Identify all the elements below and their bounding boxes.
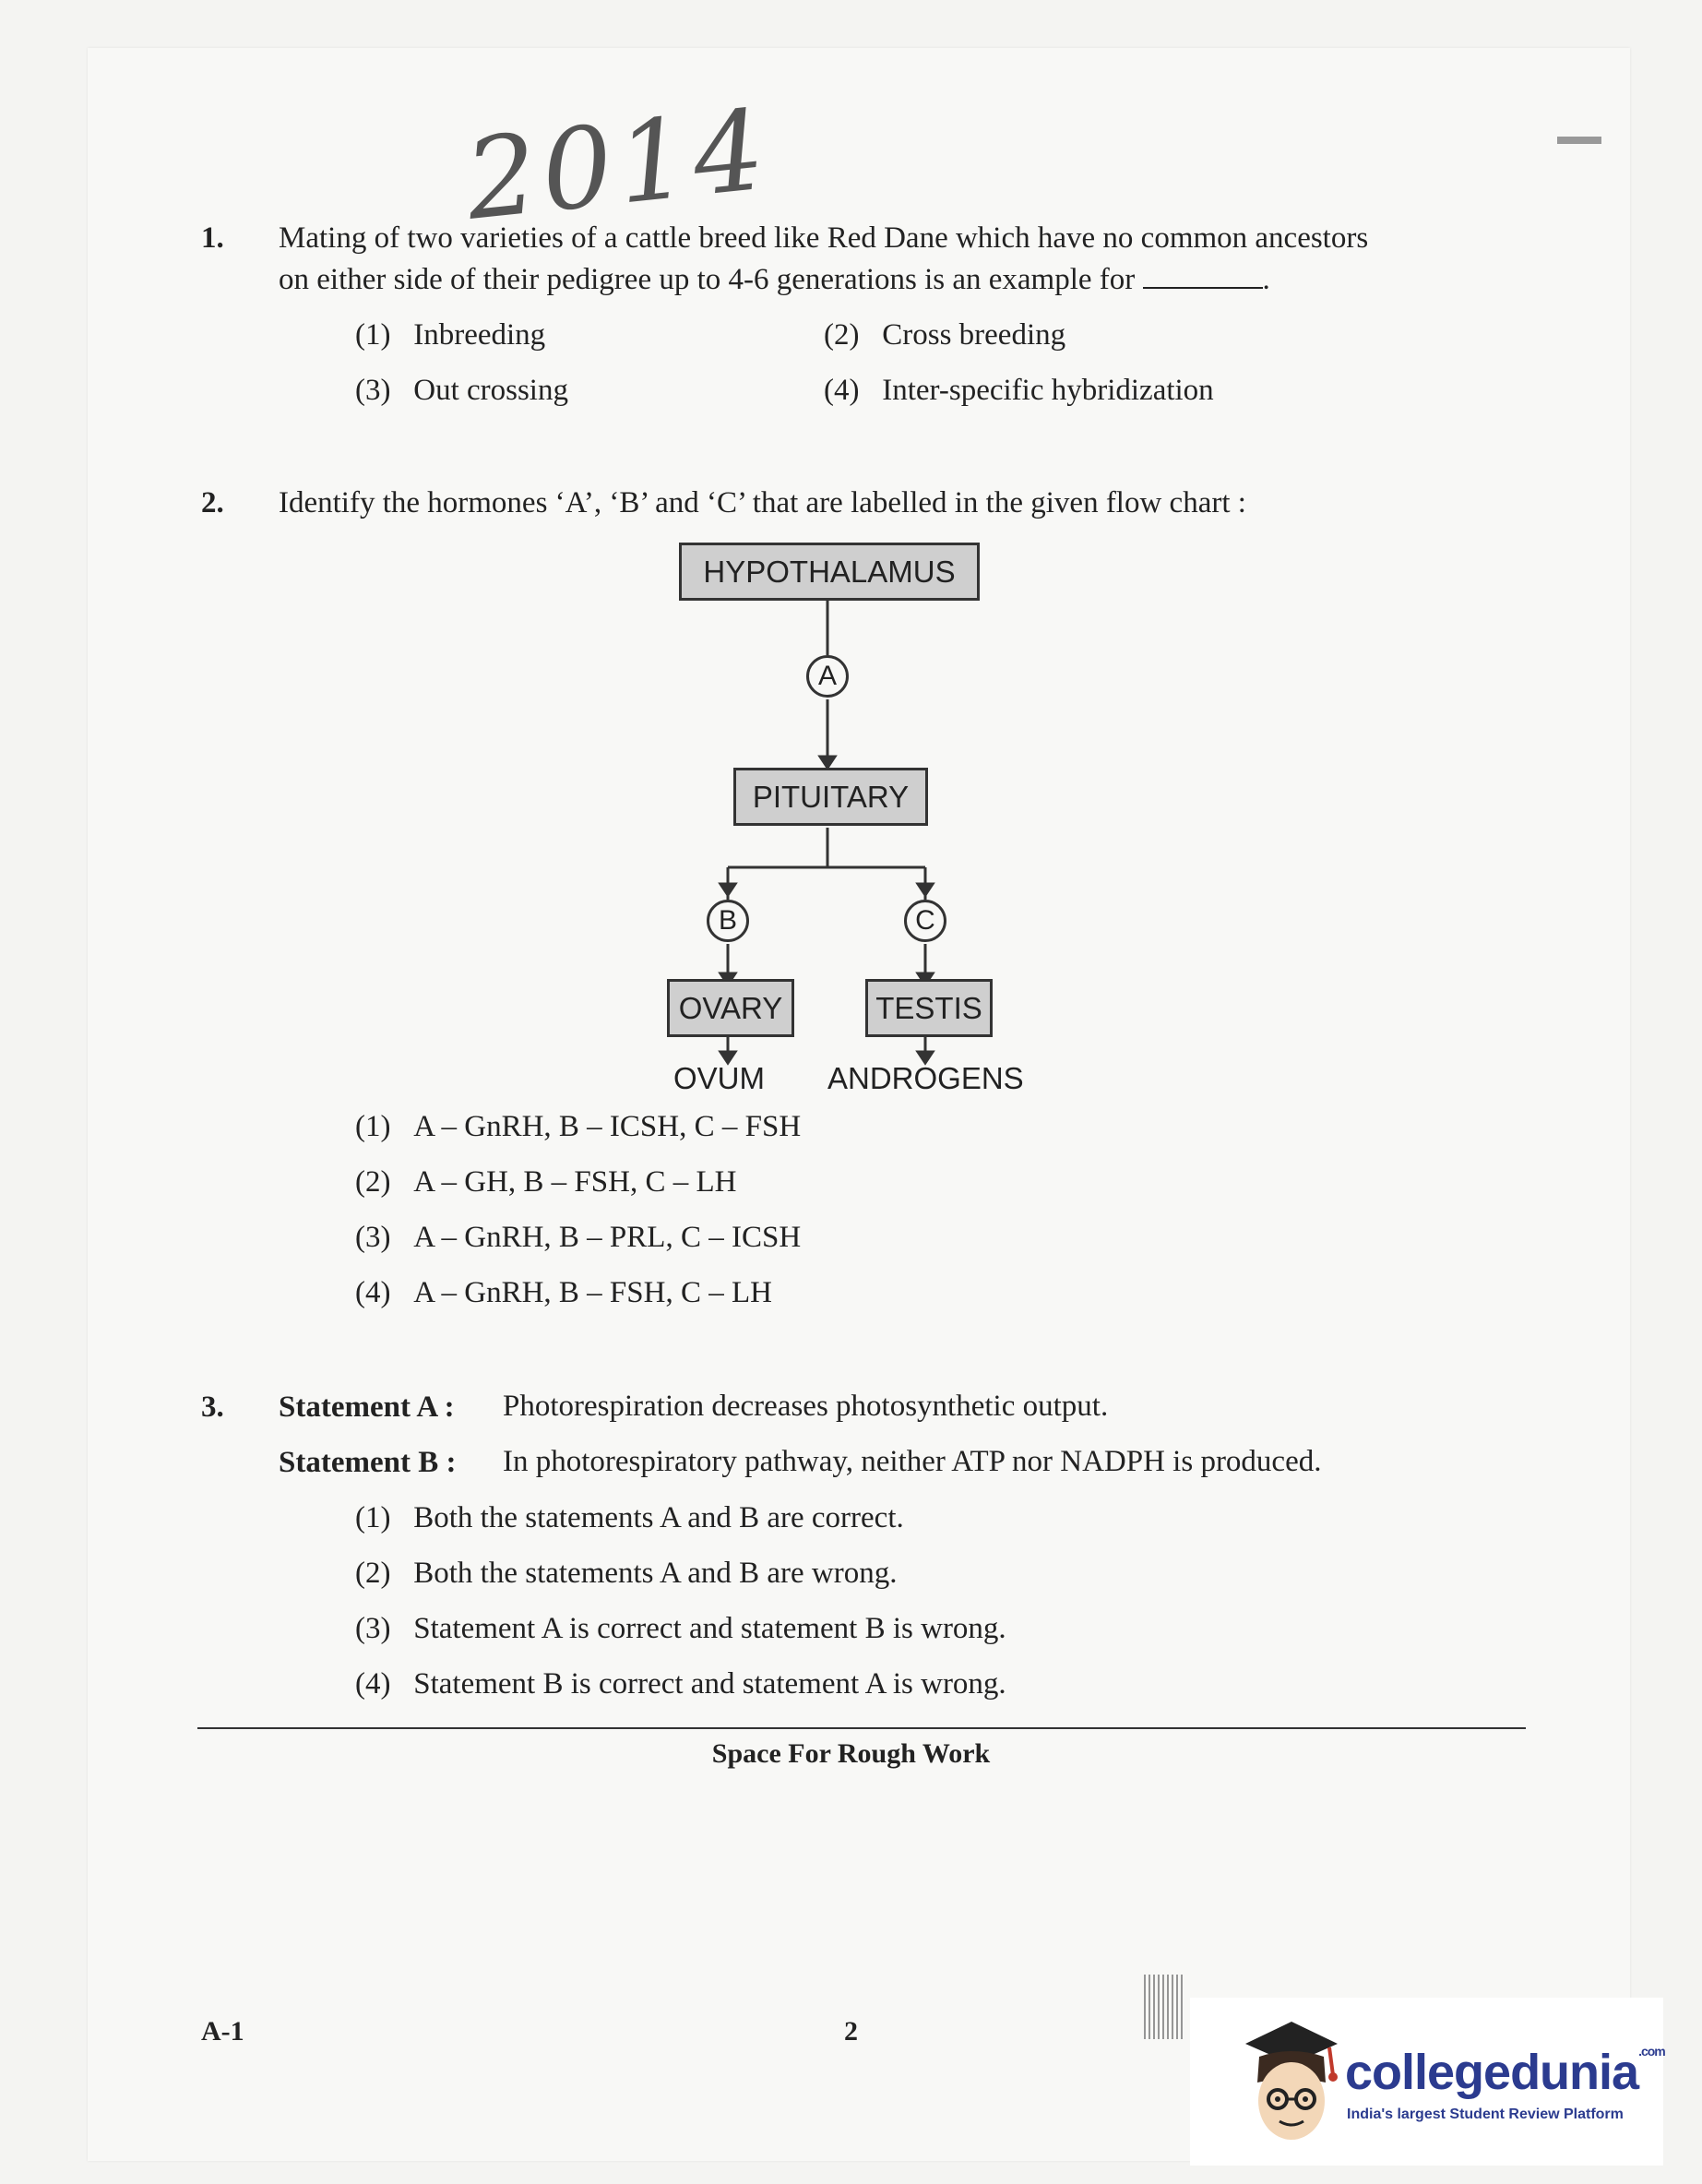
barcode	[1144, 1975, 1185, 2039]
option-number: (1)	[355, 1501, 391, 1534]
option-text: Both the statements A and B are wrong.	[413, 1557, 898, 1590]
statement-a-text: Photorespiration decreases photosynthetic output.	[503, 1390, 1109, 1423]
option-number: (1)	[355, 1110, 391, 1143]
page-number: 2	[844, 2016, 858, 2047]
option-text: A – GnRH, B – FSH, C – LH	[413, 1276, 772, 1309]
option-text: Cross breeding	[882, 318, 1066, 352]
logo-name: collegedunia	[1345, 2045, 1639, 2100]
androgens-label: ANDROGENS	[827, 1061, 1024, 1095]
option-text: Statement A is correct and statement B is wrong.	[413, 1612, 1006, 1645]
option-text: Out crossing	[413, 374, 568, 407]
statement-b-text: In photorespiratory pathway, neither ATP nor NADPH is produced.	[503, 1445, 1322, 1478]
statement-b-label: Statement B :	[279, 1446, 457, 1479]
rough-work-divider	[197, 1727, 1526, 1729]
option-number: (2)	[824, 318, 860, 352]
statement-a-label: Statement A :	[279, 1390, 455, 1424]
option-text: Inbreeding	[413, 318, 546, 352]
watermark-logo	[1190, 1998, 1663, 2166]
option-text: Inter-specific hybridization	[882, 374, 1214, 407]
q3-option-3[interactable]	[355, 1612, 1006, 1646]
q2-number: 2.	[201, 486, 224, 519]
option-number: (3)	[355, 1221, 391, 1254]
q2-option-2[interactable]	[355, 1165, 736, 1199]
ovum-label: OVUM	[673, 1061, 765, 1095]
label-b-circle: B	[707, 900, 749, 942]
q2-option-1[interactable]	[355, 1110, 801, 1144]
option-number: (4)	[824, 374, 860, 407]
label-a-circle: A	[806, 655, 849, 698]
option-number: (4)	[355, 1276, 391, 1309]
student-mascot-icon	[1241, 2018, 1342, 2147]
option-number: (3)	[355, 1612, 391, 1645]
q1-text-line1: Mating of two varieties of a cattle breed like Red Dane which have no common ancestors	[279, 221, 1369, 255]
hypothalamus-box: HYPOTHALAMUS	[679, 543, 980, 601]
version-code: A-1	[201, 2016, 244, 2047]
option-text: Both the statements A and B are correct.	[413, 1501, 904, 1534]
option-text: A – GnRH, B – ICSH, C – FSH	[413, 1110, 802, 1143]
label-c-circle: C	[904, 900, 946, 942]
q3-number: 3.	[201, 1390, 224, 1424]
handwritten-year: 2014	[459, 86, 776, 245]
q2-option-4[interactable]	[355, 1276, 772, 1310]
option-number: (4)	[355, 1667, 391, 1701]
option-number: (2)	[355, 1165, 391, 1199]
option-number: (1)	[355, 318, 391, 352]
option-text: A – GH, B – FSH, C – LH	[413, 1165, 737, 1199]
logo-tagline: India's largest Student Review Platform	[1347, 2106, 1624, 2122]
q1-text-end: .	[1262, 263, 1270, 296]
q2-option-3[interactable]	[355, 1221, 801, 1255]
logo-suffix: .com	[1638, 2044, 1665, 2059]
ovary-box: OVARY	[667, 979, 794, 1037]
option-text: A – GnRH, B – PRL, C – ICSH	[413, 1221, 802, 1254]
rough-work-label: Space For Rough Work	[711, 1738, 991, 1769]
q1-number: 1.	[201, 221, 224, 255]
option-text: Statement B is correct and statement A is wrong.	[413, 1667, 1006, 1701]
option-number: (3)	[355, 374, 391, 407]
q3-option-1[interactable]	[355, 1501, 904, 1535]
q3-option-4[interactable]	[355, 1667, 1006, 1701]
logo-wordmark	[1345, 2044, 1665, 2101]
pituitary-box: PITUITARY	[733, 768, 928, 826]
q2-text: Identify the hormones ‘A’, ‘B’ and ‘C’ that are labelled in the given flow chart :	[279, 486, 1246, 519]
testis-box: TESTIS	[865, 979, 993, 1037]
option-number: (2)	[355, 1557, 391, 1590]
q3-option-2[interactable]	[355, 1557, 897, 1591]
q1-text-line2-body: on either side of their pedigree up to 4-6 generations is an example for	[279, 263, 1136, 296]
